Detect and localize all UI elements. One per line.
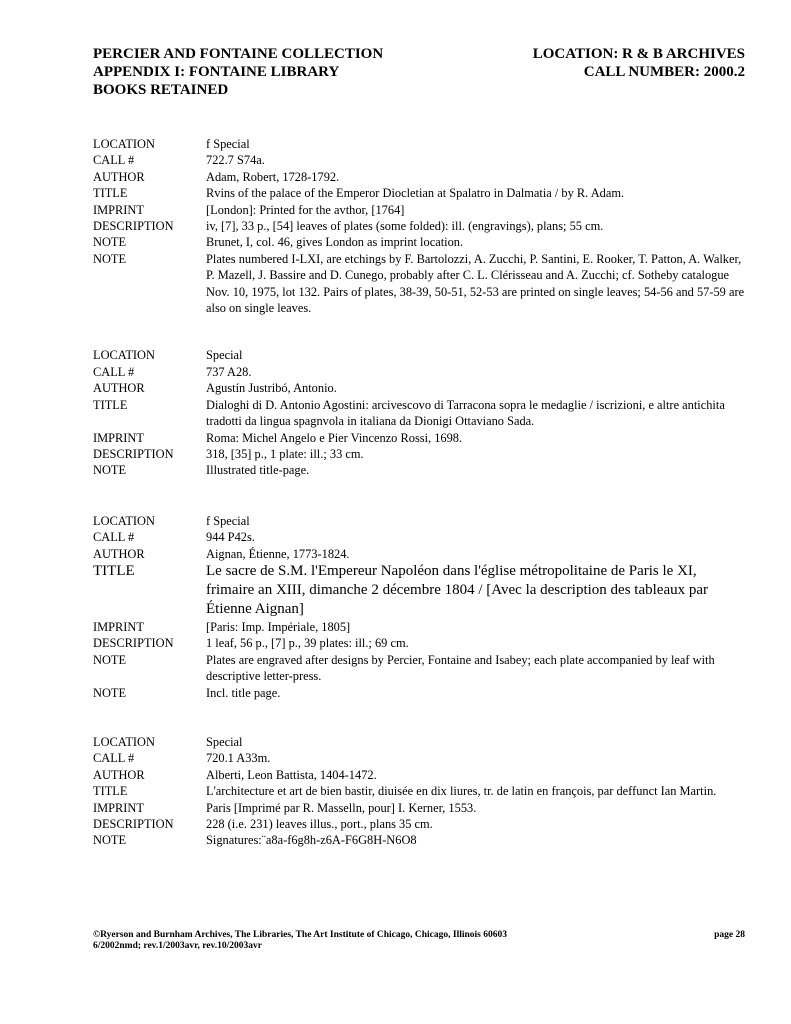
- field-row-title: [93, 185, 745, 201]
- field-label: AUTHOR: [93, 767, 145, 782]
- field-value: Plates numbered I-LXI, are etchings by F. Bartolozzi, A. Zucchi, P. Santini, E. Rooker, T. Patton, A. Walker, P. Mazell, J. Bassire and D. Cunego, probably after C. L. Clérisseau and A. Zucchi; cf. Sotheby catalogue Nov. 10, 1975, lot 132. Pairs of plates, 38-39, 50-51, 52-53 are printed on single leaves; 54-56 and 57-59 are also on single leaves.: [206, 251, 745, 316]
- field-label: DESCRIPTION: [93, 817, 174, 831]
- field-value: Dialoghi di D. Antonio Agostini: arcivescovo di Tarracona sopra le medaglie / iscrizioni, e altre antichita tradotti da lingua spagnvola in italiana da Dionigi Ottaviano Sada.: [206, 397, 725, 429]
- field-value: 318, [35] p., 1 plate: ill.; 33 cm.: [206, 446, 364, 461]
- field-label: NOTE: [93, 652, 127, 667]
- field-row-author: [93, 546, 745, 562]
- field-row-location: [93, 136, 745, 152]
- field-row-location: [93, 734, 745, 750]
- field-value: Alberti, Leon Battista, 1404-1472.: [206, 767, 377, 782]
- field-label: CALL #: [93, 153, 135, 168]
- field-value: Signatures:¨a8a-f6g8h-z6A-F6G8H-N6O8: [206, 833, 417, 848]
- field-label: TITLE: [93, 784, 128, 799]
- call-number-heading: CALL NUMBER: 2000.2: [583, 64, 745, 80]
- field-label: CALL #: [93, 751, 135, 766]
- field-row-note: [93, 832, 745, 848]
- revision-line: 6/2002nmd; rev.1/2003avr, rev.10/2003avr: [93, 941, 262, 951]
- field-row-description: [93, 635, 745, 651]
- field-row-note: [93, 685, 745, 701]
- header-left: [93, 45, 383, 99]
- field-label: NOTE: [93, 235, 127, 250]
- field-value: Incl. title page.: [206, 685, 281, 700]
- field-row-imprint: [93, 619, 745, 635]
- field-row-author: [93, 169, 745, 185]
- field-value: Adam, Robert, 1728-1792.: [206, 169, 340, 184]
- catalog-records: [93, 136, 745, 882]
- field-row-note: [93, 462, 745, 478]
- field-row-description: [93, 218, 745, 234]
- field-row-note: [93, 234, 745, 250]
- field-row-author: [93, 380, 745, 396]
- field-value: Roma: Michel Angelo e Pier Vincenzo Rossi, 1698.: [206, 430, 463, 445]
- field-label: TITLE: [93, 562, 135, 579]
- field-row-imprint: [93, 430, 745, 446]
- field-label: IMPRINT: [93, 202, 144, 217]
- field-label: NOTE: [93, 685, 127, 700]
- field-value: Special: [206, 348, 243, 363]
- field-value: f Special: [206, 513, 250, 528]
- field-label: LOCATION: [93, 137, 155, 151]
- page-number: page 28: [714, 930, 745, 940]
- field-row-call-number: [93, 152, 745, 168]
- field-label: IMPRINT: [93, 800, 144, 815]
- field-value: 722.7 S74a.: [206, 153, 265, 168]
- field-value: Aignan, Étienne, 1773-1824.: [206, 546, 350, 561]
- catalog-record: [93, 347, 745, 478]
- field-row-imprint: [93, 202, 745, 218]
- header-right: [533, 45, 745, 81]
- field-label: IMPRINT: [93, 430, 144, 445]
- field-label: CALL #: [93, 530, 135, 545]
- field-label: AUTHOR: [93, 381, 145, 396]
- field-value: [London]: Printed for the avthor, [1764]: [206, 202, 405, 217]
- field-value: 1 leaf, 56 p., [7] p., 39 plates: ill.; 69 cm.: [206, 636, 409, 651]
- field-label: NOTE: [93, 463, 127, 478]
- field-value: Agustín Justribó, Antonio.: [206, 381, 337, 396]
- field-row-location: [93, 347, 745, 363]
- field-label: LOCATION: [93, 513, 155, 528]
- field-label: TITLE: [93, 186, 128, 201]
- field-label: NOTE: [93, 833, 127, 848]
- field-value: 944 P42s.: [206, 530, 255, 545]
- field-value: Illustrated title-page.: [206, 463, 310, 478]
- appendix-title: APPENDIX I: FONTAINE LIBRARY: [93, 64, 340, 80]
- field-label: CALL #: [93, 364, 135, 379]
- field-value: 228 (i.e. 231) leaves illus., port., plans 35 cm.: [206, 817, 433, 831]
- field-row-call-number: [93, 529, 745, 545]
- field-row-note: [93, 251, 745, 317]
- field-value: 720.1 A33m.: [206, 751, 271, 766]
- field-value: f Special: [206, 137, 250, 151]
- field-value: Brunet, I, col. 46, gives London as imprint location.: [206, 235, 464, 250]
- field-row-description: [93, 446, 745, 462]
- field-row-call-number: [93, 364, 745, 380]
- location-heading: LOCATION: R & B ARCHIVES: [532, 46, 745, 62]
- page-footer: [93, 930, 745, 952]
- field-label: IMPRINT: [93, 619, 144, 634]
- field-value: L'architecture et art de bien bastir, diuisée en dix liures, tr. de latin en françois, par deffunct Ian Martin.: [206, 784, 717, 799]
- field-row-description: [93, 816, 745, 832]
- field-label: NOTE: [93, 251, 127, 266]
- field-value: iv, [7], 33 p., [54] leaves of plates (some folded): ill. (engravings), plans; 55 cm.: [206, 219, 604, 234]
- field-label: TITLE: [93, 397, 128, 412]
- field-row-title: [93, 783, 745, 799]
- field-row-call-number: [93, 750, 745, 766]
- field-label: DESCRIPTION: [93, 636, 174, 651]
- field-row-imprint: [93, 800, 745, 816]
- field-value: [Paris: Imp. Impériale, 1805]: [206, 619, 351, 634]
- field-label: LOCATION: [93, 348, 155, 363]
- field-value: Rvins of the palace of the Emperor Diocletian at Spalatro in Dalmatia / by R. Adam.: [206, 186, 625, 201]
- field-value: Le sacre de S.M. l'Empereur Napoléon dans l'église métropolitaine de Paris le XI, frimaire an XIII, dimanche 2 décembre 1804 / [Avec la description des tableaux par Étienne Aignan]: [206, 562, 709, 617]
- field-value: Special: [206, 734, 243, 749]
- field-label: DESCRIPTION: [93, 219, 174, 234]
- field-label: AUTHOR: [93, 546, 145, 561]
- field-row-title: [93, 397, 745, 430]
- field-value: 737 A28.: [206, 364, 252, 379]
- field-row-author: [93, 767, 745, 783]
- field-label: LOCATION: [93, 734, 155, 749]
- catalog-record: [93, 136, 745, 316]
- field-value: Plates are engraved after designs by Percier, Fontaine and Isabey; each plate accompanied by leaf with descriptive letter-press.: [206, 652, 715, 684]
- section-subtitle: BOOKS RETAINED: [93, 82, 229, 98]
- catalog-record: [93, 513, 745, 701]
- field-label: AUTHOR: [93, 169, 145, 184]
- collection-title: PERCIER AND FONTAINE COLLECTION: [93, 46, 384, 62]
- copyright-line: ©Ryerson and Burnham Archives, The Libraries, The Art Institute of Chicago, Chicago, Illinois 60603: [93, 930, 507, 940]
- field-label: DESCRIPTION: [93, 446, 174, 461]
- field-value: Paris [Imprimé par R. Masselln, pour] I. Kerner, 1553.: [206, 800, 477, 815]
- field-row-title: [93, 562, 745, 619]
- field-row-note: [93, 652, 745, 685]
- field-row-location: [93, 513, 745, 529]
- catalog-record: [93, 734, 745, 849]
